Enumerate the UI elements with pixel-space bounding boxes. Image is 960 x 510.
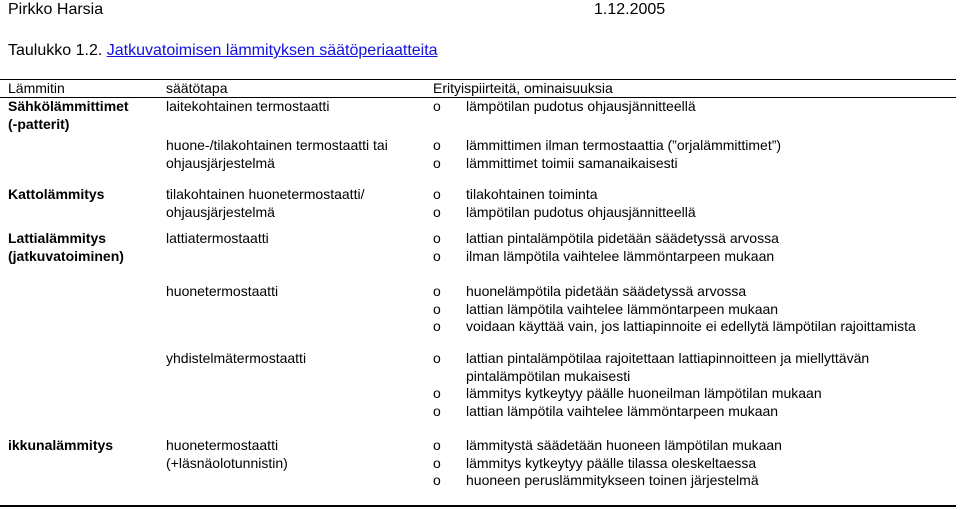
- feature-item: lattian pintalämpötilaa rajoitettaan lattiapinnoitteen ja miellyttävän pintalämpötilan mukaisesti: [466, 350, 870, 384]
- bullet-marker: o: [433, 247, 441, 264]
- control-method-text: laitekohtainen termostaatti: [166, 98, 330, 114]
- bullet-marker: o: [433, 472, 441, 488]
- bullet-marker: o: [433, 203, 441, 220]
- control-method-text: ohjausjärjestelmä: [166, 203, 275, 220]
- bullet-marker: o: [433, 137, 441, 153]
- bullet-marker: o: [433, 300, 441, 317]
- feature-item: lattian lämpötila vaihtelee lämmöntarpeen mukaan: [466, 300, 779, 317]
- table-title-link[interactable]: Jatkuvatoimisen lämmityksen säätöperiaatteita: [106, 42, 438, 59]
- control-method-text: ohjausjärjestelmä: [166, 154, 275, 171]
- heater-type-label: Kattolämmitys: [8, 186, 105, 202]
- heater-type-label: ikkunalämmitys: [8, 437, 114, 453]
- feature-item: lattian lämpötila vaihtelee lämmöntarpeen mukaan: [466, 402, 779, 419]
- bullet-marker: o: [433, 454, 441, 471]
- control-method-text: huone-/tilakohtainen termostaatti tai: [166, 137, 388, 153]
- feature-item: lämmitystä säädetään huoneen lämpötilan mukaan: [466, 437, 782, 453]
- table-number: Taulukko 1.2.: [8, 42, 107, 59]
- header-heater: Lämmitin: [8, 80, 65, 96]
- control-method-text: huonetermostaatti: [166, 437, 279, 453]
- feature-item: lämmitys kytkeytyy päälle huoneilman lämpötilan mukaan: [466, 385, 822, 401]
- bullet-marker: o: [433, 318, 441, 334]
- document-date: 1.12.2005: [594, 1, 666, 18]
- document-author: Pirkko Harsia: [8, 1, 104, 18]
- feature-item: lämmittimen ilman termostaattia (”orjalämmittimet”): [466, 137, 782, 153]
- feature-item: lämpötilan pudotus ohjausjännitteellä: [466, 98, 696, 114]
- feature-item: ilman lämpötila vaihtelee lämmöntarpeen mukaan: [466, 247, 775, 264]
- bullet-marker: o: [433, 98, 441, 114]
- header-control-method: säätötapa: [166, 80, 228, 96]
- table-caption: [8, 41, 438, 61]
- bullet-marker: o: [433, 186, 441, 202]
- bullet-marker: o: [433, 402, 441, 419]
- feature-item: huonelämpötila pidetään säädetyssä arvossa: [466, 283, 747, 299]
- control-method-text: lattiatermostaatti: [166, 230, 269, 246]
- feature-item: huoneen peruslämmitykseen toinen järjestelmä: [466, 472, 759, 488]
- heater-type-label: Sähkölämmittimet: [8, 98, 129, 114]
- bullet-marker: o: [433, 385, 441, 401]
- control-method-text: tilakohtainen huonetermostaatti/: [166, 186, 365, 202]
- feature-item: tilakohtainen toiminta: [466, 186, 598, 202]
- heater-type-label: (jatkuvatoiminen): [8, 247, 124, 264]
- bullet-marker: o: [433, 283, 441, 299]
- control-method-text: huonetermostaatti: [166, 283, 279, 299]
- feature-item: voidaan käyttää vain, jos lattiapinnoite ei edellytä lämpötilan rajoittamista: [466, 318, 916, 334]
- feature-item: lämpötilan pudotus ohjausjännitteellä: [466, 203, 696, 220]
- header-features: Erityispiirteitä, ominaisuuksia: [433, 80, 613, 96]
- feature-item: lämmitys kytkeytyy päälle tilassa oleskeltaessa: [466, 454, 757, 471]
- bullet-marker: o: [433, 437, 441, 453]
- control-method-text: (+läsnäolotunnistin): [166, 454, 288, 471]
- bullet-marker: o: [433, 154, 441, 171]
- heater-type-label: Lattialämmitys: [8, 230, 107, 246]
- control-method-text: yhdistelmätermostaatti: [166, 350, 307, 366]
- bullet-marker: o: [433, 230, 441, 246]
- table-bottom-border: [0, 505, 956, 507]
- bullet-marker: o: [433, 350, 441, 366]
- feature-item: lämmittimet toimii samanaikaisesti: [466, 154, 678, 171]
- feature-item: lattian pintalämpötila pidetään säädetyssä arvossa: [466, 230, 779, 246]
- heater-type-label: (-patterit): [8, 115, 70, 132]
